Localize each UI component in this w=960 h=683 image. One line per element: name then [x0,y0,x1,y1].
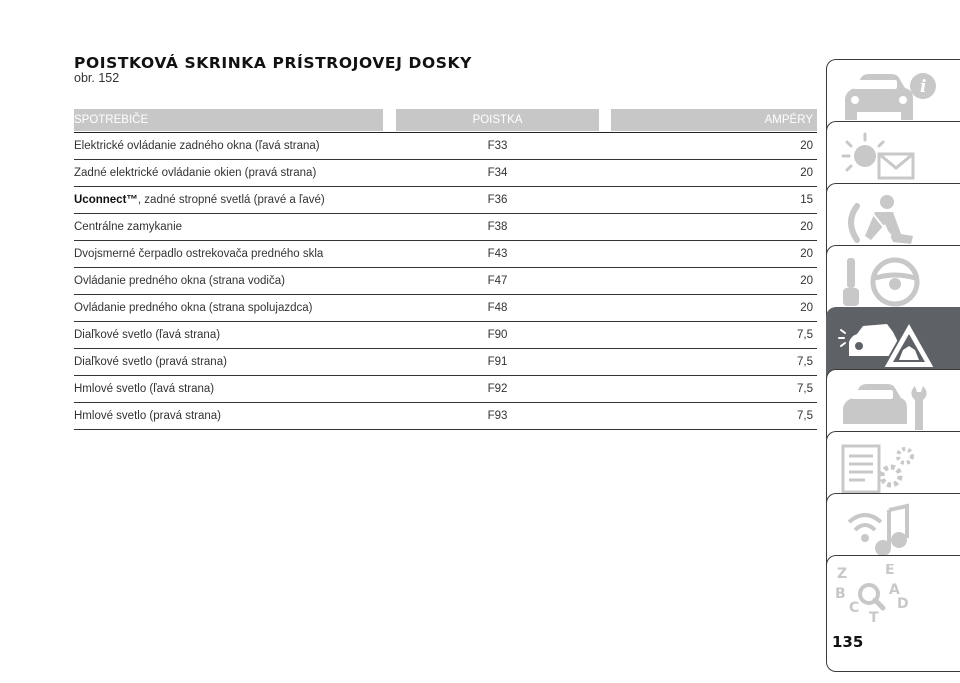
device-label: Hmlové svetlo (ľavá strana) [74,383,215,395]
device-label: , zadné stropné svetlá (pravé a ľavé) [137,194,325,206]
device-cell [74,349,394,375]
amps-cell [611,295,817,321]
device-label: Ovládanie predného okna (strana spolujazdca) [74,302,313,314]
table-row [74,160,817,187]
table-row [74,295,817,322]
amps-cell [611,349,817,375]
fuse-cell: F47 [487,275,508,287]
safety-airbag-icon [835,192,955,252]
fuse-cell: F93 [487,410,508,422]
table-row [74,214,817,241]
amps-value: 20 [800,221,813,233]
device-cell [74,403,394,429]
table-body [74,133,817,430]
fuse-cell: F92 [487,383,508,395]
amps-value: 7,5 [797,410,813,422]
table-row [74,322,817,349]
device-cell [74,268,394,294]
device-label: Hmlové svetlo (pravá strana) [74,410,221,422]
fuse-cell: F38 [487,221,508,233]
emergency-breakdown-icon [835,316,955,376]
amps-cell [611,403,817,429]
device-label: Diaľkové svetlo (pravá strana) [74,356,227,368]
device-cell [74,133,394,159]
device-cell [74,295,394,321]
fuse-cell: F36 [487,194,508,206]
fuse-cell: F34 [487,167,508,179]
svg-text:Z: Z [837,566,848,582]
svg-text:T: T [869,610,879,624]
warning-lights-icon [835,130,955,190]
svg-text:E: E [885,564,895,578]
svg-text:D: D [897,596,909,612]
table-row [74,187,817,214]
device-label: Elektrické ovládanie zadného okna (ľavá strana) [74,140,320,152]
amps-value: 7,5 [797,383,813,395]
amps-value: 20 [800,302,813,314]
column-header-amps: AMPÉRY [611,109,817,131]
amps-value: 7,5 [797,329,813,341]
device-cell [74,241,394,267]
table-header [74,109,817,133]
device-label: Centrálne zamykanie [74,221,183,233]
amps-cell [611,160,817,186]
amps-value: 15 [800,194,813,206]
fuse-cell: F43 [487,248,508,260]
device-label: Ovládanie predného okna (strana vodiča) [74,275,285,287]
table-row [74,349,817,376]
device-label: Zadné elektrické ovládanie okien (pravá strana) [74,167,317,179]
device-cell [74,187,394,213]
car-maintenance-icon [835,378,955,438]
key-steering-wheel-icon [835,254,955,314]
amps-cell [611,376,817,402]
table-row [74,133,817,160]
amps-value: 7,5 [797,356,813,368]
device-cell [74,376,394,402]
amps-cell [611,268,817,294]
fuse-table [74,109,817,430]
device-cell [74,322,394,348]
column-header-fuse: POISTKA [396,109,599,131]
tab-index[interactable] [826,555,960,672]
page-title: POISTKOVÁ SKRINKA PRÍSTROJOVEJ DOSKY [74,54,472,72]
device-label: Diaľkové svetlo (ľavá strana) [74,329,221,341]
figure-reference: obr. 152 [74,71,120,85]
amps-cell [611,241,817,267]
amps-value: 20 [800,248,813,260]
device-cell [74,214,394,240]
fuse-cell: F48 [487,302,508,314]
multimedia-icon [835,502,955,562]
amps-value: 20 [800,167,813,179]
amps-cell [611,322,817,348]
device-brand: Uconnect™ [74,194,138,206]
svg-text:B: B [835,586,846,602]
column-header-device: SPOTREBIČE [74,109,383,131]
fuse-cell: F91 [487,356,508,368]
amps-cell [611,187,817,213]
car-info-icon [835,68,955,128]
svg-text:i: i [920,77,927,97]
technical-data-icon [835,440,955,500]
index-icon [835,564,955,624]
amps-cell [611,214,817,240]
fuse-cell: F33 [487,140,508,152]
fuse-cell: F90 [487,329,508,341]
svg-text:A: A [889,582,900,598]
svg-text:C: C [849,600,860,616]
amps-cell [611,133,817,159]
device-label: Dvojsmerné čerpadlo ostrekovača predného skla [74,248,324,260]
amps-value: 20 [800,140,813,152]
table-row [74,241,817,268]
amps-value: 20 [800,275,813,287]
page-number: 135 [832,633,864,651]
table-row [74,403,817,430]
table-row [74,376,817,403]
table-row [74,268,817,295]
device-cell [74,160,394,186]
